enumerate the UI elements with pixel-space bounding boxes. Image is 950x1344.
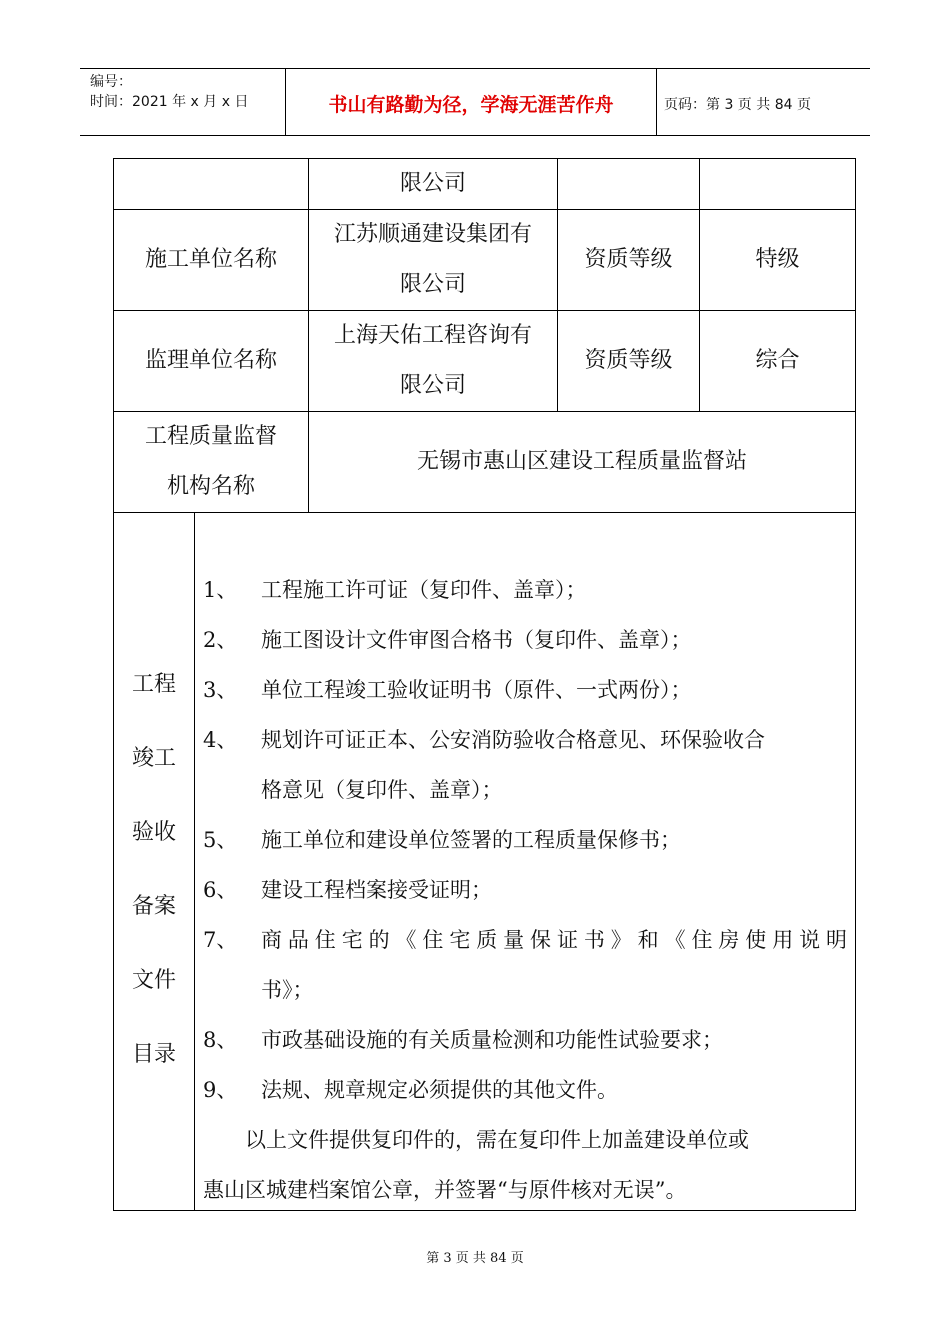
label-line: 工程质量监督 <box>144 424 277 449</box>
item-text: 施工单位和建设单位签署的工程质量保修书； <box>261 828 681 852</box>
header-motto: 书山有路勤为径，学海无涯苦作舟 <box>328 94 614 116</box>
list-item <box>203 1015 847 1065</box>
item-number: 6、 <box>203 878 238 902</box>
label-line: 备案 <box>131 893 176 919</box>
item-text <box>261 715 847 815</box>
item-text-line: 格意见（复印件、盖章）； <box>261 778 503 802</box>
item-text: 施工图设计文件审图合格书（复印件、盖章）； <box>261 628 692 652</box>
list-item <box>203 615 847 665</box>
quality-agency-value: 无锡市惠山区建设工程质量监督站 <box>309 412 856 513</box>
item-number: 1、 <box>203 578 238 602</box>
time-label: 时间：2021 年 x 月 x 日 <box>90 94 249 110</box>
filing-table <box>113 158 856 1211</box>
list-item <box>203 565 847 615</box>
item-text: 市政基础设施的有关质量检测和功能性试验要求； <box>261 1028 723 1052</box>
table-row <box>114 159 856 210</box>
item-text <box>261 915 847 1015</box>
label-line: 验收 <box>131 819 176 845</box>
page-header <box>80 68 870 136</box>
item-text-line: 商品住宅的《住宅质量保证书》和《住房使用说明 <box>261 928 847 952</box>
item-text-line: 书》； <box>261 978 314 1002</box>
item-text: 单位工程竣工验收证明书（原件、一式两份）； <box>261 678 692 702</box>
item-number: 4、 <box>203 728 238 752</box>
label-line: 工程 <box>131 671 176 697</box>
label-line: 竣工 <box>131 745 176 771</box>
note-line: 以上文件提供复印件的，需在复印件上加盖建设单位或 <box>245 1128 749 1152</box>
table-cell <box>700 159 856 210</box>
table-row <box>114 210 856 311</box>
item-number: 8、 <box>203 1028 238 1052</box>
item-text: 法规、规章规定必须提供的其他文件。 <box>261 1078 618 1102</box>
header-meta <box>90 72 248 112</box>
number-label: 编号： <box>90 74 132 90</box>
item-number: 5、 <box>203 828 238 852</box>
quality-agency-label <box>114 412 309 513</box>
value-line: 限公司 <box>399 272 466 297</box>
label-line: 机构名称 <box>166 474 255 499</box>
item-text-line: 规划许可证正本、公安消防验收合格意见、环保验收合 <box>261 728 765 752</box>
list-item <box>203 865 847 915</box>
construction-unit-value <box>309 210 558 311</box>
header-page-info: 页码：第 3 页 共 84 页 <box>664 97 811 113</box>
label-line: 目录 <box>131 1041 176 1067</box>
documents-list <box>195 513 855 1210</box>
list-item <box>203 1065 847 1115</box>
header-top-rule <box>80 68 870 69</box>
qualification-label: 资质等级 <box>558 311 700 412</box>
table-row <box>114 311 856 412</box>
value-line: 江苏顺通建设集团有 <box>333 222 532 247</box>
table-cell <box>114 159 309 210</box>
qualification-value: 综合 <box>700 311 856 412</box>
item-number: 2、 <box>203 628 238 652</box>
supervision-unit-value <box>309 311 558 412</box>
qualification-value: 特级 <box>700 210 856 311</box>
documents-cell <box>114 513 856 1211</box>
item-text: 建设工程档案接受证明； <box>261 878 492 902</box>
table-row <box>114 513 856 1211</box>
list-item <box>203 715 847 815</box>
construction-unit-label: 施工单位名称 <box>114 210 309 311</box>
list-item <box>203 815 847 865</box>
note-line: 惠山区城建档案馆公章，并签署“与原件核对无误”。 <box>203 1178 687 1202</box>
value-line: 限公司 <box>399 373 466 398</box>
page-footer: 第 3 页 共 84 页 <box>426 1251 524 1266</box>
item-number: 7、 <box>203 928 238 952</box>
table-cell: 限公司 <box>309 159 558 210</box>
documents-label <box>114 513 195 1210</box>
qualification-label: 资质等级 <box>558 210 700 311</box>
label-line: 文件 <box>131 967 176 993</box>
list-item <box>203 915 847 1015</box>
table-cell <box>558 159 700 210</box>
item-number: 3、 <box>203 678 238 702</box>
table-row <box>114 412 856 513</box>
header-bottom-rule <box>80 135 870 136</box>
supervision-unit-label: 监理单位名称 <box>114 311 309 412</box>
value-line: 上海天佑工程咨询有 <box>333 323 532 348</box>
list-item <box>203 665 847 715</box>
item-text: 工程施工许可证（复印件、盖章）； <box>261 578 587 602</box>
item-number: 9、 <box>203 1078 238 1102</box>
